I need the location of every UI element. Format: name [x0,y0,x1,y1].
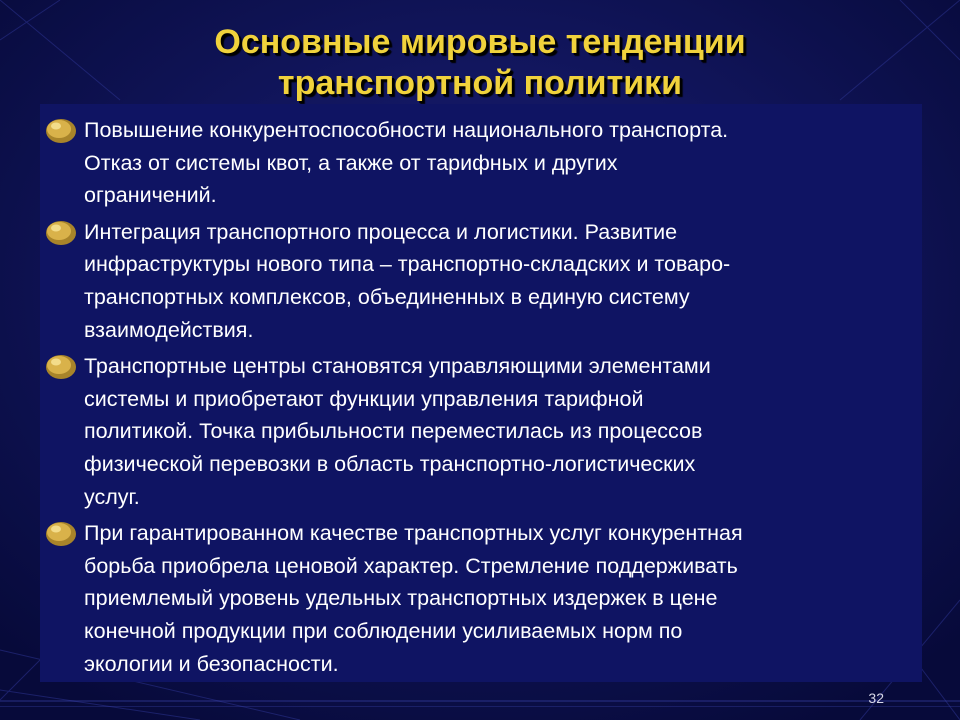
bullet-line: услуг. [84,484,140,509]
gold-coin-bullet-icon [44,117,78,145]
bullet-line: Отказ от системы квот, а также от тарифных и других [84,150,618,175]
page-number: 32 [868,690,884,706]
bullet-line: конечной продукции при соблюдении усиливаемых норм по [84,618,683,643]
bullet-item [84,114,916,212]
gold-coin-bullet-icon [44,353,78,381]
bullet-line: взаимодействия. [84,317,254,342]
bullet-line: системы и приобретают функции управления тарифной [84,386,644,411]
bullet-line: физической перевозки в область транспортно-логистических [84,451,696,476]
bullet-item [84,350,916,513]
slide-title [80,22,880,104]
bullet-line: экологии и безопасности. [84,651,339,676]
bullet-line: борьба приобрела ценовой характер. Стремление поддерживать [84,553,738,578]
gold-coin-bullet-icon [44,219,78,247]
bullet-line: Повышение конкурентоспособности национального транспорта. [84,118,729,142]
bullet-line: ограничений. [84,183,217,208]
bullet-line: приемлемый уровень удельных транспортных издержек в цене [84,586,718,611]
content-box [40,104,922,682]
bullet-line: Транспортные центры становятся управляющими элементами [84,354,711,379]
bullet-line: инфраструктуры нового типа – транспортно-складских и товаро- [84,252,731,277]
gold-coin-bullet-icon [44,520,78,548]
bullet-line: политикой. Точка прибыльности переместилась из процессов [84,419,703,444]
slide-title-line-2: транспортной политики [277,64,683,102]
bullet-line: Интеграция транспортного процесса и логистики. Развитие [84,219,678,244]
bullet-list [84,114,916,680]
bullet-item [84,216,916,346]
bullet-line: При гарантированном качестве транспортных услуг конкурентная [84,521,743,546]
bullet-line: транспортных комплексов, объединенных в единую систему [84,284,690,309]
bullet-item [84,517,916,680]
slide-title-line-1: Основные мировые тенденции [214,23,746,61]
